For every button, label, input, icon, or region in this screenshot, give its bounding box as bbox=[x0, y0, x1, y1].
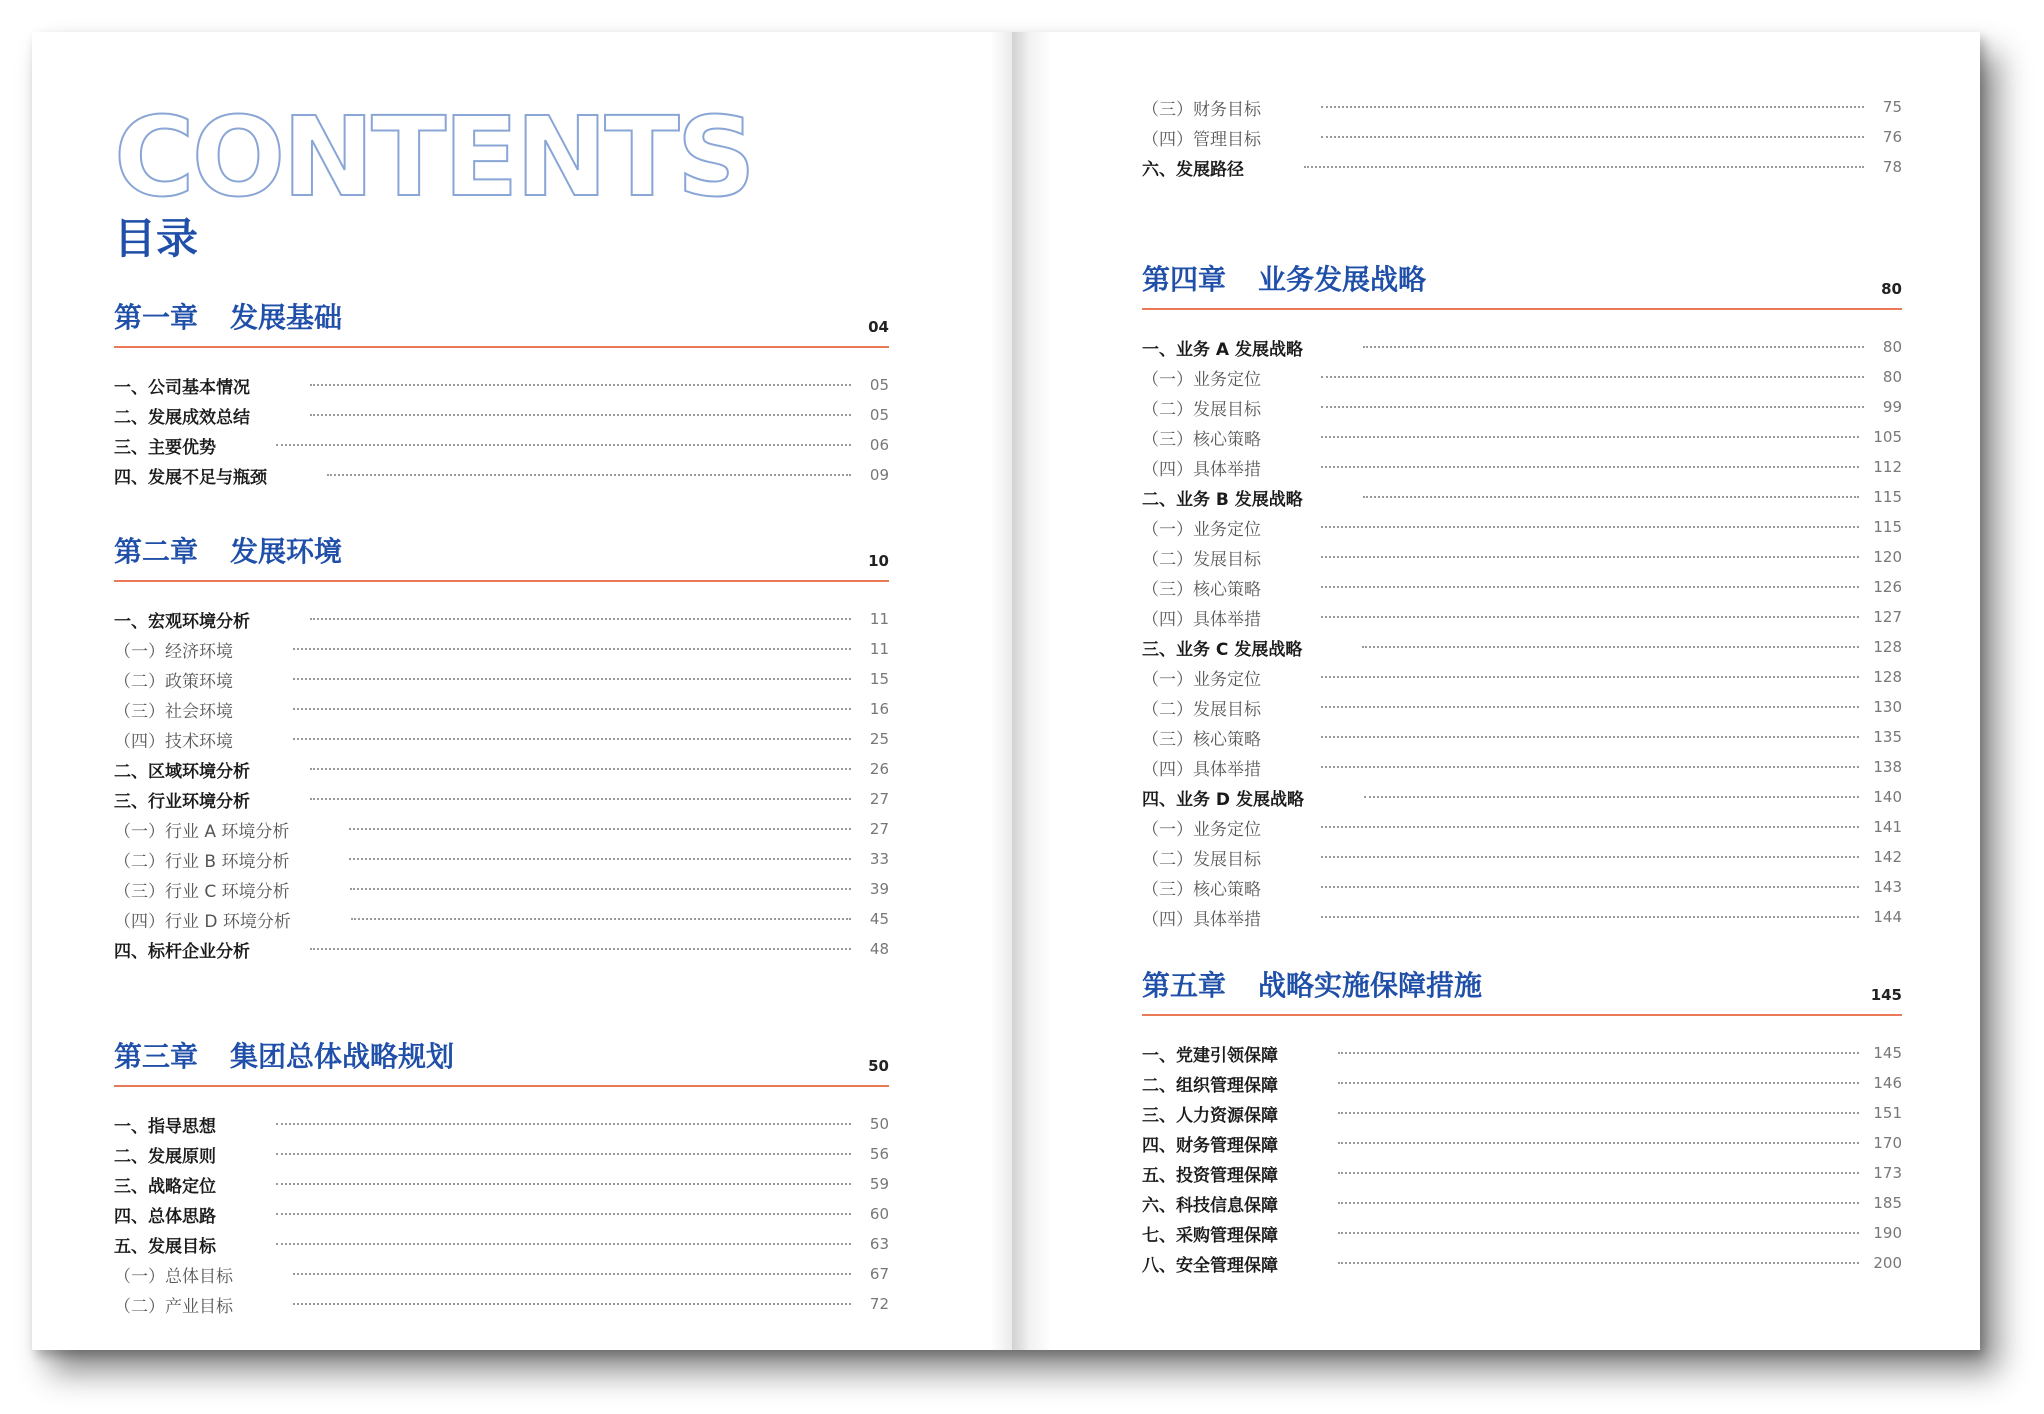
toc-entry-page: 15 bbox=[869, 670, 889, 688]
chapter-4 bbox=[1142, 256, 1902, 932]
dot-leader bbox=[351, 918, 851, 920]
toc-entries bbox=[114, 1109, 889, 1319]
dot-leader bbox=[1338, 1202, 1859, 1204]
toc-entry-page: 151 bbox=[1873, 1104, 1902, 1122]
toc-entry-label: 一、党建引领保障 bbox=[1142, 1045, 1278, 1066]
toc-entry-label: （四）具体举措 bbox=[1142, 459, 1261, 480]
dot-leader bbox=[1321, 706, 1859, 708]
dot-leader bbox=[310, 384, 851, 386]
toc-entry[interactable] bbox=[114, 934, 889, 964]
toc-entry-label: （二）行业 B 环境分析 bbox=[114, 851, 290, 872]
dot-leader bbox=[1321, 736, 1859, 738]
toc-entry-page: 67 bbox=[869, 1265, 889, 1283]
toc-entry-page: 120 bbox=[1873, 548, 1902, 566]
toc-entry[interactable] bbox=[1142, 662, 1902, 692]
toc-entry[interactable] bbox=[1142, 1248, 1902, 1278]
chapter-name: 发展基础 bbox=[230, 301, 343, 334]
toc-entry-page: 25 bbox=[869, 730, 889, 748]
toc-entry[interactable] bbox=[1142, 812, 1902, 842]
dot-leader bbox=[1321, 856, 1859, 858]
toc-entry-label: 四、财务管理保障 bbox=[1142, 1135, 1278, 1156]
toc-entry-label: 四、总体思路 bbox=[114, 1206, 216, 1227]
toc-entry[interactable] bbox=[1142, 752, 1902, 782]
toc-entry-page: 16 bbox=[869, 700, 889, 718]
toc-entry-page: 105 bbox=[1873, 428, 1902, 446]
toc-entry-label: 一、公司基本情况 bbox=[114, 377, 250, 398]
toc-entry[interactable] bbox=[1142, 452, 1902, 482]
toc-entry-label: 一、宏观环境分析 bbox=[114, 611, 250, 632]
toc-entry-page: 72 bbox=[869, 1295, 889, 1313]
toc-entry[interactable] bbox=[114, 430, 889, 460]
dot-leader bbox=[293, 1273, 851, 1275]
toc-entry[interactable] bbox=[1142, 1218, 1902, 1248]
chapter-page-number: 10 bbox=[868, 552, 889, 570]
toc-entry[interactable] bbox=[1142, 392, 1902, 422]
toc-entry-page: 56 bbox=[869, 1145, 889, 1163]
toc-entry-page: 59 bbox=[869, 1175, 889, 1193]
toc-entry-page: 138 bbox=[1873, 758, 1902, 776]
toc-entry-label: 六、发展路径 bbox=[1142, 159, 1244, 180]
chapter-title[interactable] bbox=[1142, 258, 1426, 298]
toc-entry-label: （三）核心策略 bbox=[1142, 429, 1261, 450]
toc-entry-page: 141 bbox=[1873, 818, 1902, 836]
contents-title-cn: 目录 bbox=[114, 214, 199, 263]
chapter-name: 集团总体战略规划 bbox=[230, 1040, 455, 1073]
chapter-3 bbox=[114, 1033, 889, 1319]
toc-entry-page: 78 bbox=[1882, 158, 1902, 176]
toc-entry-page: 140 bbox=[1873, 788, 1902, 806]
dot-leader bbox=[1321, 916, 1859, 918]
toc-entry-page: 112 bbox=[1873, 458, 1902, 476]
toc-entry[interactable] bbox=[1142, 1158, 1902, 1188]
chapter-title[interactable] bbox=[114, 1035, 454, 1075]
dot-leader bbox=[276, 1123, 851, 1125]
dot-leader bbox=[1338, 1262, 1859, 1264]
toc-entry-label: 三、业务 C 发展战略 bbox=[1142, 639, 1303, 660]
toc-entry[interactable] bbox=[1142, 1068, 1902, 1098]
toc-entries bbox=[1142, 332, 1902, 932]
toc-entries bbox=[1142, 1038, 1902, 1278]
toc-entry-page: 115 bbox=[1873, 488, 1902, 506]
chapter-header bbox=[1142, 256, 1902, 308]
toc-entry[interactable] bbox=[114, 664, 889, 694]
toc-entry-label: 三、行业环境分析 bbox=[114, 791, 250, 812]
dot-leader bbox=[349, 828, 851, 830]
toc-entry-label: （一）业务定位 bbox=[1142, 819, 1261, 840]
toc-entry-label: （三）核心策略 bbox=[1142, 879, 1261, 900]
dot-leader bbox=[1321, 556, 1859, 558]
dot-leader bbox=[350, 888, 851, 890]
dot-leader bbox=[1321, 526, 1859, 528]
toc-entry[interactable] bbox=[1142, 632, 1902, 662]
toc-entry[interactable] bbox=[114, 1109, 889, 1139]
chapter-name: 战略实施保障措施 bbox=[1258, 969, 1483, 1002]
toc-entry[interactable] bbox=[1142, 152, 1902, 182]
toc-entry-label: 三、人力资源保障 bbox=[1142, 1105, 1278, 1126]
toc-entry[interactable] bbox=[1142, 1128, 1902, 1158]
dot-leader bbox=[1321, 766, 1859, 768]
toc-entry[interactable] bbox=[114, 400, 889, 430]
dot-leader bbox=[1338, 1112, 1859, 1114]
toc-entry-label: （四）具体举措 bbox=[1142, 759, 1261, 780]
dot-leader bbox=[1304, 166, 1864, 168]
toc-entry[interactable] bbox=[114, 370, 889, 400]
chapter-number: 第一章 bbox=[114, 301, 199, 334]
toc-entry-page: 143 bbox=[1873, 878, 1902, 896]
toc-entry[interactable] bbox=[1142, 722, 1902, 752]
toc-entry-page: 200 bbox=[1873, 1254, 1902, 1272]
chapter-number: 第五章 bbox=[1142, 969, 1227, 1002]
toc-entry[interactable] bbox=[114, 1259, 889, 1289]
toc-entry-page: 99 bbox=[1882, 398, 1902, 416]
chapter-name: 业务发展战略 bbox=[1258, 263, 1427, 296]
toc-entry-page: 173 bbox=[1873, 1164, 1902, 1182]
toc-entry-label: 八、安全管理保障 bbox=[1142, 1255, 1278, 1276]
toc-entry-page: 45 bbox=[869, 910, 889, 928]
toc-entry[interactable] bbox=[114, 844, 889, 874]
chapter-title[interactable] bbox=[114, 296, 342, 336]
toc-entry-page: 09 bbox=[869, 466, 889, 484]
toc-entry[interactable] bbox=[1142, 92, 1902, 122]
dot-leader bbox=[276, 1243, 851, 1245]
chapter-page-number: 50 bbox=[868, 1057, 889, 1075]
toc-entry-label: 七、采购管理保障 bbox=[1142, 1225, 1278, 1246]
toc-entry-label: （三）社会环境 bbox=[114, 701, 233, 722]
toc-entry[interactable] bbox=[114, 1199, 889, 1229]
toc-entry-page: 146 bbox=[1873, 1074, 1902, 1092]
dot-leader bbox=[1321, 466, 1859, 468]
dot-leader bbox=[1338, 1052, 1859, 1054]
toc-entry-label: （二）发展目标 bbox=[1142, 849, 1261, 870]
toc-entry-label: 二、发展成效总结 bbox=[114, 407, 250, 428]
toc-entry-label: （三）财务目标 bbox=[1142, 99, 1261, 120]
toc-entry-label: （二）发展目标 bbox=[1142, 399, 1261, 420]
toc-entry-label: （一）业务定位 bbox=[1142, 369, 1261, 390]
dot-leader bbox=[1321, 106, 1864, 108]
dot-leader bbox=[349, 858, 851, 860]
toc-entry-page: 05 bbox=[869, 376, 889, 394]
toc-entry-label: （二）政策环境 bbox=[114, 671, 233, 692]
toc-entry[interactable] bbox=[114, 1169, 889, 1199]
dot-leader bbox=[310, 414, 851, 416]
toc-entry-label: 五、发展目标 bbox=[114, 1236, 216, 1257]
chapter-header bbox=[1142, 962, 1902, 1014]
toc-entry-label: 二、区域环境分析 bbox=[114, 761, 250, 782]
toc-entry[interactable] bbox=[114, 1289, 889, 1319]
toc-entry-label: 四、业务 D 发展战略 bbox=[1142, 789, 1304, 810]
chapter-divider bbox=[1142, 1014, 1902, 1016]
toc-entry-page: 190 bbox=[1873, 1224, 1902, 1242]
chapter-page-number: 04 bbox=[868, 318, 889, 336]
toc-entry-page: 05 bbox=[869, 406, 889, 424]
toc-entries bbox=[1142, 92, 1902, 182]
toc-entry-label: 六、科技信息保障 bbox=[1142, 1195, 1278, 1216]
toc-entry-page: 142 bbox=[1873, 848, 1902, 866]
toc-entry-label: 二、业务 B 发展战略 bbox=[1142, 489, 1303, 510]
toc-entry[interactable] bbox=[1142, 872, 1902, 902]
toc-entry-page: 63 bbox=[869, 1235, 889, 1253]
toc-entry-page: 80 bbox=[1882, 338, 1902, 356]
toc-entry[interactable] bbox=[114, 904, 889, 934]
toc-entry-page: 48 bbox=[869, 940, 889, 958]
dot-leader bbox=[1321, 436, 1859, 438]
left-page bbox=[32, 32, 1012, 1350]
dot-leader bbox=[293, 678, 851, 680]
toc-entry-label: （一）经济环境 bbox=[114, 641, 233, 662]
chapter-divider bbox=[114, 580, 889, 582]
toc-entry[interactable] bbox=[114, 694, 889, 724]
book-spread bbox=[32, 32, 1980, 1350]
dot-leader bbox=[293, 648, 851, 650]
chapter-divider bbox=[114, 346, 889, 348]
toc-entry-page: 27 bbox=[869, 790, 889, 808]
toc-entry-page: 170 bbox=[1873, 1134, 1902, 1152]
toc-entry-label: 二、组织管理保障 bbox=[1142, 1075, 1278, 1096]
toc-entry-page: 33 bbox=[869, 850, 889, 868]
toc-entry[interactable] bbox=[114, 634, 889, 664]
toc-entry[interactable] bbox=[1142, 542, 1902, 572]
toc-entry[interactable] bbox=[1142, 422, 1902, 452]
toc-entry-page: 39 bbox=[869, 880, 889, 898]
toc-entry-label: 三、战略定位 bbox=[114, 1176, 216, 1197]
toc-entry-page: 185 bbox=[1873, 1194, 1902, 1212]
chapter-1 bbox=[114, 294, 889, 490]
dot-leader bbox=[1321, 586, 1859, 588]
toc-entry-label: （四）具体举措 bbox=[1142, 609, 1261, 630]
toc-entry-label: （四）行业 D 环境分析 bbox=[114, 911, 291, 932]
toc-entries bbox=[114, 604, 889, 964]
toc-entry-page: 127 bbox=[1873, 608, 1902, 626]
toc-entry-page: 11 bbox=[869, 610, 889, 628]
toc-entry[interactable] bbox=[114, 1229, 889, 1259]
toc-entry[interactable] bbox=[114, 814, 889, 844]
dot-leader bbox=[276, 444, 851, 446]
chapter-3-continued bbox=[1142, 92, 1902, 182]
chapter-page-number: 80 bbox=[1881, 280, 1902, 298]
toc-entries bbox=[114, 370, 889, 490]
dot-leader bbox=[1321, 886, 1859, 888]
chapter-number: 第三章 bbox=[114, 1040, 199, 1073]
toc-entry-page: 126 bbox=[1873, 578, 1902, 596]
toc-entry-page: 115 bbox=[1873, 518, 1902, 536]
dot-leader bbox=[1321, 826, 1859, 828]
toc-entry[interactable] bbox=[114, 604, 889, 634]
toc-entry-page: 06 bbox=[869, 436, 889, 454]
chapter-number: 第二章 bbox=[114, 535, 199, 568]
toc-entry-page: 145 bbox=[1873, 1044, 1902, 1062]
dot-leader bbox=[1363, 496, 1860, 498]
dot-leader bbox=[293, 708, 851, 710]
toc-entry-label: （二）发展目标 bbox=[1142, 549, 1261, 570]
toc-entry-page: 75 bbox=[1882, 98, 1902, 116]
toc-entry[interactable] bbox=[1142, 332, 1902, 362]
toc-entry-label: （二）发展目标 bbox=[1142, 699, 1261, 720]
dot-leader bbox=[293, 738, 851, 740]
chapter-2 bbox=[114, 528, 889, 964]
toc-entry-label: 二、发展原则 bbox=[114, 1146, 216, 1167]
toc-entry-page: 26 bbox=[869, 760, 889, 778]
toc-entry[interactable] bbox=[114, 724, 889, 754]
toc-entry-page: 50 bbox=[869, 1115, 889, 1133]
toc-entry[interactable] bbox=[1142, 602, 1902, 632]
dot-leader bbox=[1321, 376, 1864, 378]
dot-leader bbox=[1321, 406, 1864, 408]
dot-leader bbox=[293, 1303, 851, 1305]
toc-entry-label: 五、投资管理保障 bbox=[1142, 1165, 1278, 1186]
toc-entry[interactable] bbox=[1142, 362, 1902, 392]
dot-leader bbox=[1321, 136, 1864, 138]
toc-entry-label: 一、业务 A 发展战略 bbox=[1142, 339, 1303, 360]
dot-leader bbox=[1338, 1172, 1859, 1174]
chapter-page-number: 145 bbox=[1870, 986, 1902, 1004]
dot-leader bbox=[1362, 646, 1859, 648]
toc-entry-label: （一）业务定位 bbox=[1142, 519, 1261, 540]
toc-entry-label: （四）具体举措 bbox=[1142, 909, 1261, 930]
chapter-title[interactable] bbox=[114, 530, 342, 570]
toc-entry-label: 四、标杆企业分析 bbox=[114, 941, 250, 962]
toc-entry[interactable] bbox=[1142, 122, 1902, 152]
chapter-header bbox=[114, 1033, 889, 1085]
chapter-header bbox=[114, 528, 889, 580]
dot-leader bbox=[310, 798, 851, 800]
toc-entry[interactable] bbox=[1142, 512, 1902, 542]
chapter-number: 第四章 bbox=[1142, 263, 1227, 296]
toc-entry[interactable] bbox=[114, 874, 889, 904]
toc-entry[interactable] bbox=[1142, 572, 1902, 602]
toc-entry[interactable] bbox=[1142, 902, 1902, 932]
toc-entry-page: 128 bbox=[1873, 668, 1902, 686]
toc-entry[interactable] bbox=[1142, 1038, 1902, 1068]
toc-entry[interactable] bbox=[114, 1139, 889, 1169]
toc-entry-label: （一）总体目标 bbox=[114, 1266, 233, 1287]
toc-entry-label: （三）核心策略 bbox=[1142, 579, 1261, 600]
toc-entry[interactable] bbox=[1142, 1098, 1902, 1128]
toc-entry-label: 四、发展不足与瓶颈 bbox=[114, 467, 267, 488]
toc-entry-page: 135 bbox=[1873, 728, 1902, 746]
toc-entry-page: 144 bbox=[1873, 908, 1902, 926]
dot-leader bbox=[276, 1183, 851, 1185]
toc-entry-label: （三）行业 C 环境分析 bbox=[114, 881, 290, 902]
toc-entry-page: 80 bbox=[1882, 368, 1902, 386]
dot-leader bbox=[310, 948, 851, 950]
dot-leader bbox=[310, 618, 851, 620]
dot-leader bbox=[276, 1213, 851, 1215]
toc-entry-page: 128 bbox=[1873, 638, 1902, 656]
dot-leader bbox=[1364, 796, 1859, 798]
toc-entry-label: （三）核心策略 bbox=[1142, 729, 1261, 750]
toc-entry[interactable] bbox=[1142, 782, 1902, 812]
toc-entry[interactable] bbox=[114, 460, 889, 490]
dot-leader bbox=[1338, 1142, 1859, 1144]
toc-entry-label: （四）技术环境 bbox=[114, 731, 233, 752]
chapter-title[interactable] bbox=[1142, 964, 1482, 1004]
toc-entry-page: 27 bbox=[869, 820, 889, 838]
chapter-divider bbox=[114, 1085, 889, 1087]
toc-entry-label: （四）管理目标 bbox=[1142, 129, 1261, 150]
toc-entry[interactable] bbox=[1142, 842, 1902, 872]
chapter-divider bbox=[1142, 308, 1902, 310]
contents-title-en: CONTENTS bbox=[114, 93, 753, 221]
dot-leader bbox=[1338, 1232, 1859, 1234]
dot-leader bbox=[1363, 346, 1864, 348]
toc-entry[interactable] bbox=[1142, 692, 1902, 722]
toc-entry-label: （一）业务定位 bbox=[1142, 669, 1261, 690]
chapter-name: 发展环境 bbox=[230, 535, 343, 568]
dot-leader bbox=[327, 474, 851, 476]
toc-entry-page: 130 bbox=[1873, 698, 1902, 716]
toc-entry-page: 60 bbox=[869, 1205, 889, 1223]
toc-entry-label: （二）产业目标 bbox=[114, 1296, 233, 1317]
toc-entry[interactable] bbox=[114, 754, 889, 784]
dot-leader bbox=[310, 768, 851, 770]
toc-entry[interactable] bbox=[1142, 482, 1902, 512]
toc-entry-label: （一）行业 A 环境分析 bbox=[114, 821, 290, 842]
toc-entry-label: 三、主要优势 bbox=[114, 437, 216, 458]
chapter-5 bbox=[1142, 962, 1902, 1278]
dot-leader bbox=[1321, 676, 1859, 678]
right-page bbox=[1012, 32, 1980, 1350]
chapter-header bbox=[114, 294, 889, 346]
dot-leader bbox=[276, 1153, 851, 1155]
toc-entry[interactable] bbox=[114, 784, 889, 814]
toc-entry-page: 76 bbox=[1882, 128, 1902, 146]
dot-leader bbox=[1338, 1082, 1859, 1084]
dot-leader bbox=[1321, 616, 1859, 618]
toc-entry-page: 11 bbox=[869, 640, 889, 658]
toc-entry-label: 一、指导思想 bbox=[114, 1116, 216, 1137]
toc-entry[interactable] bbox=[1142, 1188, 1902, 1218]
